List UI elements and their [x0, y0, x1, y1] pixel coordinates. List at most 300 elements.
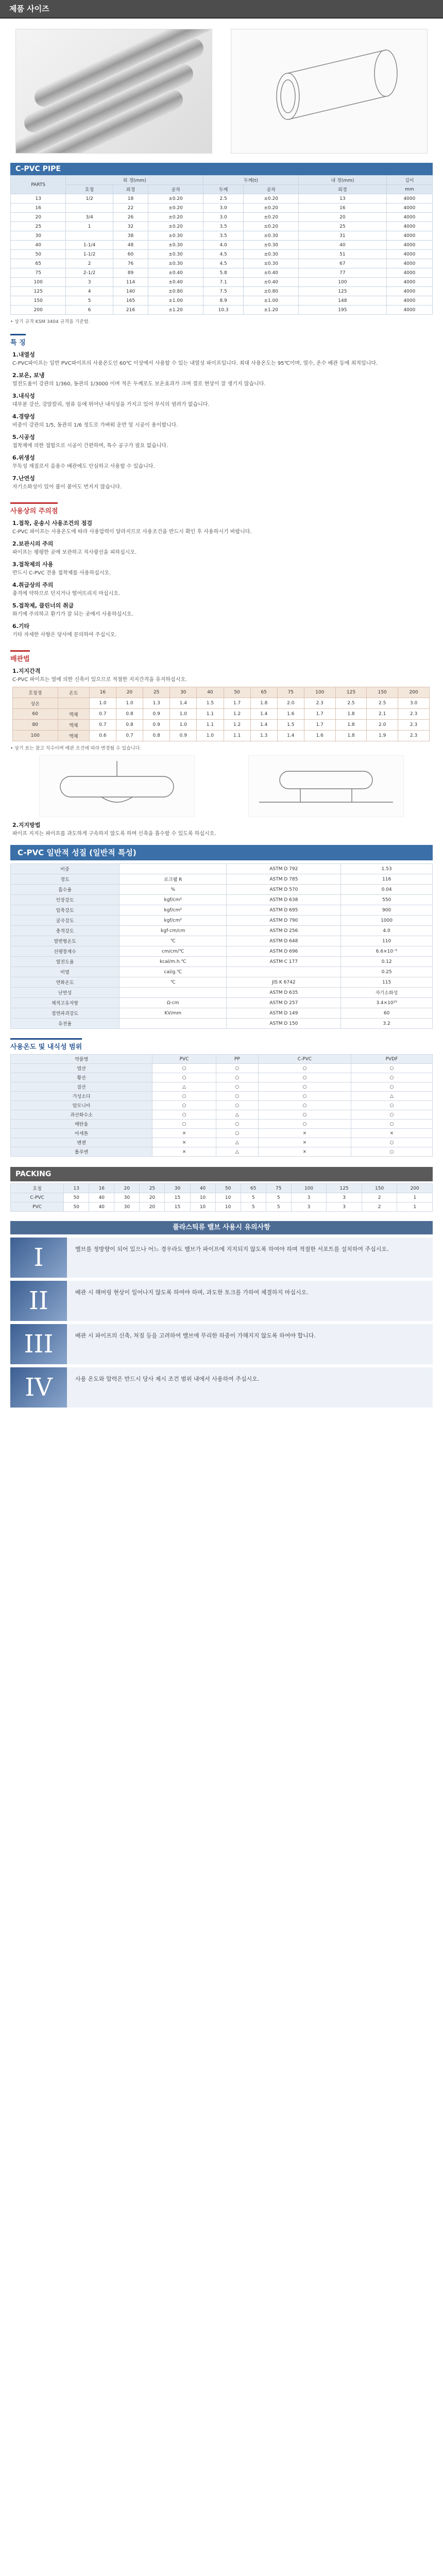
table-header-cell: 65: [250, 687, 277, 698]
table-cell: 1.4: [277, 731, 304, 741]
table-header-cell: 30: [170, 687, 197, 698]
table-cell: ○: [216, 1064, 258, 1073]
table-cell: 50: [64, 1202, 89, 1212]
table-cell: 200: [11, 306, 66, 315]
table-cell: ○: [216, 1129, 258, 1138]
table-cell: ○: [351, 1120, 432, 1129]
table-cell: 1: [397, 1202, 433, 1212]
table-cell: ±0.30: [148, 259, 203, 268]
table-header-cell: 20: [116, 687, 143, 698]
general-props-banner: C-PVC 일반적 성질 (일반적 특성): [10, 845, 433, 860]
table-cell: ○: [351, 1064, 432, 1073]
table-header-cell: 호칭: [11, 1184, 64, 1193]
table-row: [11, 1147, 433, 1157]
table-cell: KV/mm: [120, 1008, 227, 1019]
table-cell: 1.3: [143, 698, 170, 709]
table-cell: ±0.20: [244, 213, 299, 222]
table-cell: 0.7: [116, 731, 143, 741]
table-header-cell: 호칭경: [13, 687, 58, 698]
piping-note: • 상기 표는 참고 치수이며 배관 조건에 따라 변경될 수 있습니다.: [10, 746, 142, 751]
table-header-cell: 100: [291, 1184, 327, 1193]
table-cell: 0.12: [341, 957, 433, 967]
table-cell: 흡수율: [11, 885, 120, 895]
warning-item: [10, 1281, 433, 1321]
table-cell: 0.7: [89, 720, 116, 731]
table-header-cell: 40: [197, 687, 224, 698]
table-cell: ○: [351, 1082, 432, 1092]
features-list: [12, 351, 431, 491]
table-cell: 2-1/2: [66, 268, 113, 278]
table-cell: 60: [341, 1008, 433, 1019]
table-cell: 1.7: [304, 720, 335, 731]
table-cell: 3.5: [203, 231, 243, 241]
table-cell: 89: [113, 268, 148, 278]
table-cell: 3.2: [341, 1019, 433, 1029]
table-header-cell: 25: [143, 687, 170, 698]
piping-sub1: 1.지지간격: [12, 668, 41, 674]
piping-title: 배관법: [10, 650, 433, 663]
table-cell: 1.5: [197, 698, 224, 709]
table-row: [11, 1101, 433, 1110]
table-cell: 3.0: [203, 204, 243, 213]
table-cell: 1.9: [367, 731, 398, 741]
table-cell: 20: [140, 1202, 165, 1212]
table-row: [11, 1129, 433, 1138]
table-cell: 115: [341, 977, 433, 988]
table-cell: 2: [66, 259, 113, 268]
table-row: [11, 1008, 433, 1019]
table-cell: ±0.40: [244, 278, 299, 287]
table-cell: ×: [258, 1129, 351, 1138]
table-cell: 질산: [11, 1082, 152, 1092]
table-cell: 1.1: [197, 709, 224, 720]
table-cell: 13: [298, 194, 386, 204]
table-row: [11, 936, 433, 946]
table-cell: ASTM D 638: [227, 895, 341, 905]
feature-title: 1.내열성: [12, 351, 35, 358]
table-header-cell: 50: [215, 1184, 241, 1193]
table-cell: 216: [113, 306, 148, 315]
table-cell: 난연성: [11, 988, 120, 998]
table-cell: 2.3: [398, 709, 430, 720]
table-cell: 1.6: [277, 709, 304, 720]
table-row: [13, 731, 430, 741]
table-cell: 100: [13, 731, 58, 741]
table-cell: ○: [152, 1120, 216, 1129]
table-header-cell: 75: [277, 687, 304, 698]
table-cell: ±0.80: [148, 287, 203, 296]
table-cell: 3.0: [398, 698, 430, 709]
table-cell: 30: [11, 231, 66, 241]
table-cell: 2.0: [367, 720, 398, 731]
table-cell: ℃: [120, 936, 227, 946]
table-cell: ○: [216, 1101, 258, 1110]
table-cell: 1.2: [224, 720, 250, 731]
table-cell: 2.3: [398, 731, 430, 741]
table-cell: 38: [113, 231, 148, 241]
table-cell: 로크웰 R: [120, 874, 227, 885]
table-cell: 4000: [386, 306, 432, 315]
table-cell: 4.5: [203, 250, 243, 259]
table-cell: 4000: [386, 213, 432, 222]
table-header-cell: 13: [64, 1184, 89, 1193]
table-cell: △: [216, 1110, 258, 1120]
general-props-table: [10, 863, 433, 1029]
table-cell: ○: [258, 1064, 351, 1073]
table-row: [11, 1092, 433, 1101]
table-cell: ±0.30: [244, 259, 299, 268]
table-row: [11, 204, 433, 213]
table-cell: 액체: [58, 709, 89, 720]
table-cell: 4.5: [203, 259, 243, 268]
table-cell: 80: [13, 720, 58, 731]
col-parts: PARTS: [11, 176, 66, 194]
table-header-cell: 16: [89, 687, 116, 698]
table-cell: 3: [327, 1202, 362, 1212]
table-row: [11, 296, 433, 306]
table-cell: 1.2: [224, 709, 250, 720]
precaution-body: 반드시 C-PVC 전용 접착제를 사용하십시오.: [12, 570, 111, 576]
feature-body: 접착제에 의한 접합으로 시공이 간편하며, 특수 공구가 필요 없습니다.: [12, 443, 168, 449]
table-cell: cal/g.℃: [120, 967, 227, 977]
table-cell: 1.1: [197, 720, 224, 731]
table-cell: 1.7: [304, 709, 335, 720]
table-cell: kgf/cm²: [120, 905, 227, 916]
table-cell: ±0.20: [148, 194, 203, 204]
table-cell: 5: [266, 1193, 291, 1202]
piping-sub2-body: 파이프 지지는 파이프를 과도하게 구속하지 않도록 하며 신축을 흡수할 수 있도록 하십시오.: [12, 831, 216, 837]
table-cell: 5: [66, 296, 113, 306]
table-cell: 3.5: [203, 222, 243, 231]
feature-body: 무독성 재질로서 음용수 배관에도 안심하고 사용할 수 있습니다.: [12, 464, 155, 469]
table-cell: [227, 967, 341, 977]
table-row: [11, 306, 433, 315]
table-row: [11, 231, 433, 241]
table-cell: 2.5: [335, 698, 367, 709]
table-cell: ±0.20: [244, 204, 299, 213]
table-cell: 1.0: [89, 698, 116, 709]
table-cell: 0.8: [143, 731, 170, 741]
table-cell: ○: [351, 1147, 432, 1157]
table-cell: 0.8: [116, 720, 143, 731]
table-cell: 5.8: [203, 268, 243, 278]
table-row: [11, 1138, 433, 1147]
table-cell: 0.7: [89, 709, 116, 720]
table-cell: 60: [13, 709, 58, 720]
table-cell: 3.0: [203, 213, 243, 222]
table-cell: 1.3: [250, 731, 277, 741]
table-row: [11, 957, 433, 967]
table-cell: ASTM D 149: [227, 1008, 341, 1019]
table-cell: ×: [152, 1138, 216, 1147]
table-cell: ±1.00: [148, 296, 203, 306]
table-cell: 15: [165, 1193, 190, 1202]
table-cell: ASTM D 792: [227, 864, 341, 874]
table-header-cell: 200: [397, 1184, 433, 1193]
table-row: [11, 905, 433, 916]
table-cell: 가성소다: [11, 1092, 152, 1101]
precaution-body: 화기에 주의하고 환기가 잘 되는 곳에서 사용하십시오.: [12, 612, 133, 617]
feature-body: 자기소화성이 있어 불이 붙어도 번지지 않습니다.: [12, 484, 122, 490]
pipe-table-title: C-PVC PIPE: [10, 163, 433, 175]
section-header-product-size: 제품 사이즈: [0, 0, 443, 19]
table-header-cell: 100: [304, 687, 335, 698]
table-cell: 4000: [386, 231, 432, 241]
support-diagram-1: [39, 755, 195, 817]
table-cell: 압축강도: [11, 905, 120, 916]
table-cell: 67: [298, 259, 386, 268]
table-row: [11, 213, 433, 222]
table-cell: 비열: [11, 967, 120, 977]
table-cell: 48: [113, 241, 148, 250]
table-cell: 1.5: [277, 720, 304, 731]
table-cell: [58, 698, 89, 709]
table-cell: ℃: [120, 977, 227, 988]
table-cell: [120, 864, 227, 874]
table-cell: 연화온도: [11, 977, 120, 988]
table-cell: 3.4×10¹⁵: [341, 998, 433, 1008]
table-cell: 1.8: [335, 720, 367, 731]
table-cell: 15: [165, 1202, 190, 1212]
table-header-cell: PVDF: [351, 1055, 432, 1064]
pipe-spec-table: PARTS 외 경(mm) 두께(t) 내 경(mm) 길이 호칭 외경 공차 두께 공차 외경 mm 13 1/2 18 ±0.20 2.5 ±0.20 13 4000 16 22 ±0.20 3.0 ±0.20 16 4000 20 3/4 26 ±0.20 3.0 ±0.20 20 4000 25 1 32 ±0.20 3.5 ±0.20 25 4000 30 38 ±0.30 3.5 ±0.30 31 4000 40 1-1/4 48 ±0.30 4.0 ±0.30 40 4000 50 1-1/2 60 ±0.30 4.5 ±0.30 51 4000 65 2 76 ±0.30 4.5 ±0.30 67 4000 75 2-1/2 89 ±0.40 5.8 ±0.40 77 4000 100 3 114 ±0.40 7.1 ±0.40 100 4000 125 4 140 ±0.80 7.5 ±0.80 125 4000 150 5 165 ±1.00 8.9 ±1.00 148 4000 200 6 216 ±1.20 10.3 ±1.20 195 4000: [10, 175, 433, 315]
table-cell: kcal/m.h.℃: [120, 957, 227, 967]
packing-table: [10, 1183, 433, 1212]
table-cell: 암모니아: [11, 1101, 152, 1110]
table-row: [11, 1193, 433, 1202]
table-cell: ±0.30: [148, 241, 203, 250]
feature-title: 3.내식성: [12, 393, 35, 399]
precaution-title: 1.접착, 운송시 사용조건의 점검: [12, 520, 93, 527]
table-cell: 165: [113, 296, 148, 306]
table-cell: ○: [351, 1138, 432, 1147]
table-cell: 16: [11, 204, 66, 213]
table-cell: 40: [89, 1193, 114, 1202]
precaution-body: 충격에 약하므로 던지거나 떨어뜨리지 마십시오.: [12, 591, 121, 597]
precautions-title: 사용상의 주의점: [10, 502, 433, 515]
table-cell: 5: [266, 1202, 291, 1212]
table-cell: 3: [66, 278, 113, 287]
table-cell: 550: [341, 895, 433, 905]
table-cell: 1.7: [224, 698, 250, 709]
table-cell: 2.1: [367, 709, 398, 720]
table-cell: 2: [362, 1202, 397, 1212]
table-row: [13, 709, 430, 720]
table-cell: 65: [11, 259, 66, 268]
precaution-title: 3.접착제의 사용: [12, 561, 54, 568]
table-cell: 100: [298, 278, 386, 287]
product-photos: [0, 19, 443, 163]
table-cell: 3: [327, 1193, 362, 1202]
table-cell: 아세톤: [11, 1129, 152, 1138]
col-thickness: 두께(t): [203, 176, 298, 185]
table-row: [11, 977, 433, 988]
table-cell: ASTM C 177: [227, 957, 341, 967]
table-cell: 4000: [386, 259, 432, 268]
table-cell: 100: [11, 278, 66, 287]
table-cell: 1: [397, 1193, 433, 1202]
table-row: [11, 1110, 433, 1120]
table-row: [11, 895, 433, 905]
table-cell: ×: [152, 1129, 216, 1138]
table-cell: ±0.20: [148, 222, 203, 231]
warning-item: [10, 1367, 433, 1408]
table-header-cell: C-PVC: [258, 1055, 351, 1064]
table-cell: 1-1/2: [66, 250, 113, 259]
table-cell: ×: [258, 1138, 351, 1147]
table-row: [11, 287, 433, 296]
table-cell: 125: [11, 287, 66, 296]
table-cell: 25: [298, 222, 386, 231]
table-cell: 2.3: [398, 720, 430, 731]
piping-sub1-body: C-PVC 파이프는 열에 의한 신축이 있으므로 적절한 지지간격을 유지하십시오.: [12, 677, 188, 683]
table-cell: ASTM D 570: [227, 885, 341, 895]
table-cell: ±1.20: [148, 306, 203, 315]
table-cell: [120, 1019, 227, 1029]
table-cell: ASTM D 695: [227, 905, 341, 916]
table-row: [11, 268, 433, 278]
table-cell: 51: [298, 250, 386, 259]
table-cell: 76: [113, 259, 148, 268]
table-cell: ±0.30: [148, 231, 203, 241]
table-header-cell: 50: [224, 687, 250, 698]
table-cell: ○: [258, 1110, 351, 1120]
table-row: [11, 278, 433, 287]
table-cell: 5: [241, 1202, 266, 1212]
table-cell: 1.4: [250, 709, 277, 720]
table-cell: 13: [11, 194, 66, 204]
table-cell: 110: [341, 936, 433, 946]
table-row: [11, 241, 433, 250]
table-cell: 18: [113, 194, 148, 204]
chem-title: 사용온도 및 내식성 범위: [10, 1038, 433, 1051]
table-cell: [66, 231, 113, 241]
table-cell: ○: [152, 1064, 216, 1073]
table-header-cell: 65: [241, 1184, 266, 1193]
table-row: [11, 998, 433, 1008]
table-cell: 195: [298, 306, 386, 315]
table-cell: kgf·cm/cm: [120, 926, 227, 936]
table-cell: 1.8: [335, 731, 367, 741]
table-cell: 1-1/4: [66, 241, 113, 250]
table-cell: 0.25: [341, 967, 433, 977]
table-cell: 4000: [386, 204, 432, 213]
table-cell: 절연파괴강도: [11, 1008, 120, 1019]
table-header-cell: 125: [327, 1184, 362, 1193]
table-cell: ±0.30: [148, 250, 203, 259]
table-cell: 3: [291, 1202, 327, 1212]
pipe-photo: [15, 29, 212, 154]
table-cell: ×: [152, 1147, 216, 1157]
packing-band: PACKING: [10, 1167, 433, 1181]
precaution-title: 6.기타: [12, 623, 30, 630]
feature-title: 5.시공성: [12, 434, 35, 440]
table-cell: 26: [113, 213, 148, 222]
table-row: [11, 988, 433, 998]
table-cell: 3/4: [66, 213, 113, 222]
table-row: [11, 1120, 433, 1129]
table-cell: 4000: [386, 222, 432, 231]
support-diagrams: [12, 755, 431, 817]
table-cell: 톨루엔: [11, 1147, 152, 1157]
table-cell: ±0.20: [148, 204, 203, 213]
table-cell: 4000: [386, 268, 432, 278]
warning-item: [10, 1324, 433, 1364]
table-cell: 0.6: [89, 731, 116, 741]
table-cell: 1/2: [66, 194, 113, 204]
table-row: [11, 916, 433, 926]
piping-sub2: 2.지지방법: [12, 822, 41, 828]
table-header-cell: 40: [190, 1184, 215, 1193]
table-cell: 20: [140, 1193, 165, 1202]
table-cell: 1.6: [304, 731, 335, 741]
precaution-title: 2.보관시의 주의: [12, 540, 54, 547]
table-cell: 유전율: [11, 1019, 120, 1029]
table-cell: 1.0: [170, 709, 197, 720]
table-cell: ○: [351, 1110, 432, 1120]
table-cell: PVC: [11, 1202, 64, 1212]
table-cell: △: [152, 1082, 216, 1092]
table-cell: 1: [66, 222, 113, 231]
table-cell: 1.4: [170, 698, 197, 709]
table-cell: 1.1: [224, 731, 250, 741]
table-cell: ○: [258, 1092, 351, 1101]
table-cell: 충격강도: [11, 926, 120, 936]
table-cell: ASTM D 257: [227, 998, 341, 1008]
table-cell: 140: [113, 287, 148, 296]
table-cell: 액체: [58, 731, 89, 741]
table-cell: JIS K 6742: [227, 977, 341, 988]
table-cell: ×: [258, 1147, 351, 1157]
table-cell: 메탄올: [11, 1120, 152, 1129]
table-row: [11, 885, 433, 895]
table-cell: ○: [152, 1110, 216, 1120]
table-cell: 16: [298, 204, 386, 213]
table-cell: 2.0: [277, 698, 304, 709]
feature-body: 비중이 강관의 1/5, 동관의 1/6 정도로 가벼워 운반 및 시공이 용이합니다.: [12, 422, 178, 428]
table-cell: 10.3: [203, 306, 243, 315]
table-header-cell: 75: [266, 1184, 291, 1193]
table-cell: 40: [11, 241, 66, 250]
warning-number: IV: [10, 1367, 67, 1408]
table-cell: ASTM D 785: [227, 874, 341, 885]
table-cell: 4.0: [203, 241, 243, 250]
col-id: 내 경(mm): [298, 176, 386, 185]
precaution-body: 기타 자세한 사항은 당사에 문의하여 주십시오.: [12, 632, 117, 638]
table-cell: ±1.20: [244, 306, 299, 315]
table-cell: 3: [291, 1193, 327, 1202]
table-cell: 인장강도: [11, 895, 120, 905]
table-cell: ○: [258, 1101, 351, 1110]
table-row: [11, 967, 433, 977]
table-cell: 1.4: [250, 720, 277, 731]
table-cell: 비중: [11, 864, 120, 874]
table-cell: 벤젠: [11, 1138, 152, 1147]
table-cell: 114: [113, 278, 148, 287]
precaution-body: 파이프는 평평한 곳에 보관하고 직사광선을 피하십시오.: [12, 550, 137, 555]
table-cell: 25: [11, 222, 66, 231]
warning-list: [0, 1238, 443, 1408]
table-cell: 10: [215, 1193, 241, 1202]
table-cell: ±0.30: [244, 241, 299, 250]
table-header-cell: 150: [367, 687, 398, 698]
chem-table: [10, 1054, 433, 1157]
table-cell: ±0.30: [244, 250, 299, 259]
table-header-cell: 약품명: [11, 1055, 152, 1064]
table-cell: 7.1: [203, 278, 243, 287]
table-header-cell: PVC: [152, 1055, 216, 1064]
table-cell: 과산화수소: [11, 1110, 152, 1120]
